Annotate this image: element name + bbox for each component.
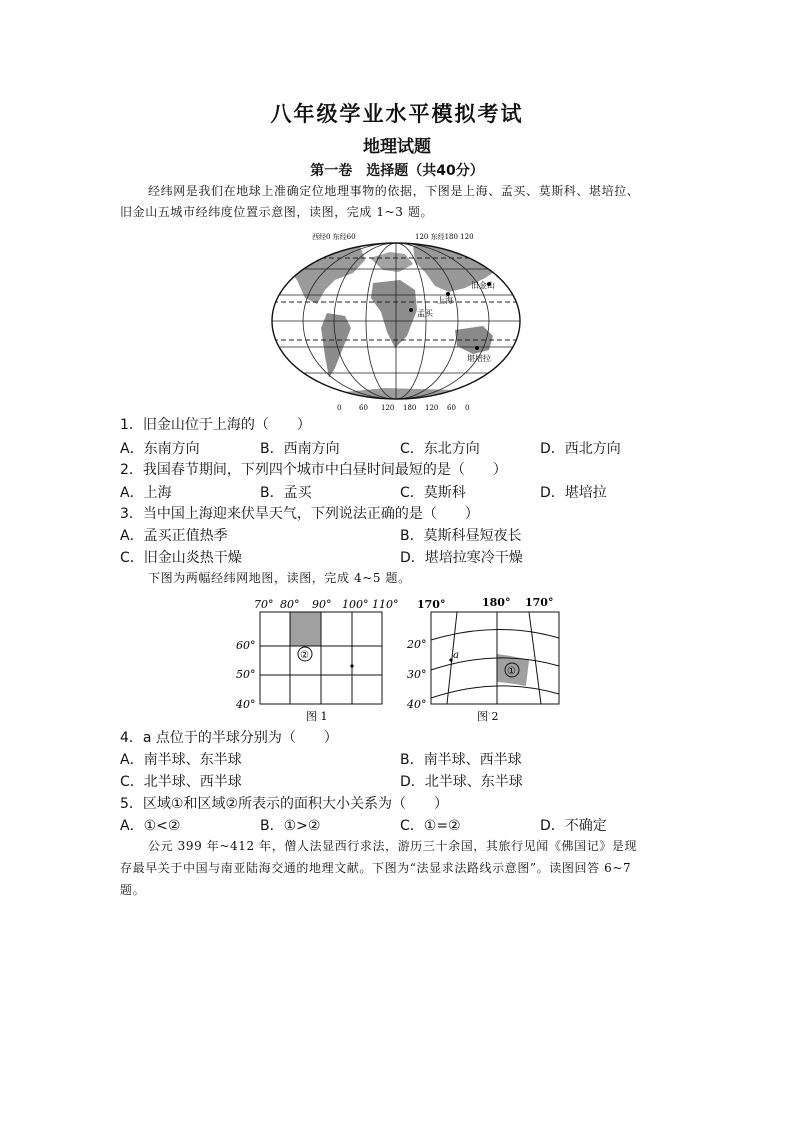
figure-1-grid-map bbox=[232, 594, 402, 724]
city-label-shanghai: 上海 bbox=[437, 296, 453, 305]
fig1-lon-label: 90° bbox=[312, 598, 332, 611]
city-label-mumbai: 孟买 bbox=[417, 309, 433, 318]
world-graticule-map bbox=[265, 228, 527, 414]
figure-2-polar-grid-map bbox=[405, 590, 565, 724]
option: D．北半球、东半球 bbox=[400, 774, 523, 790]
option: B．莫斯科昼短夜长 bbox=[400, 528, 522, 544]
intro-line: 下图为两幅经纬网地图，读图，完成 4~5 题。 bbox=[148, 571, 411, 585]
map-bottom-tick: 60 bbox=[447, 404, 456, 412]
section-heading: 第一卷 选择题（共40分） bbox=[310, 163, 484, 179]
option: D．不确定 bbox=[540, 818, 607, 834]
region-2-label: ② bbox=[300, 650, 309, 661]
question-stem: 5．区域①和区域②所表示的面积大小关系为（ ） bbox=[120, 796, 449, 812]
option: A．①<② bbox=[120, 818, 181, 834]
option: C．①=② bbox=[400, 818, 461, 834]
map-bottom-tick: 0 bbox=[465, 404, 470, 412]
fig2-lat-label: 30° bbox=[407, 668, 427, 681]
option: C．旧金山炎热干燥 bbox=[120, 550, 242, 566]
option: D．堪培拉寒冷干燥 bbox=[400, 550, 523, 566]
fig2-lat-label: 20° bbox=[407, 638, 427, 651]
point-a-label: a bbox=[453, 650, 459, 661]
intro-line: 经纬网是我们在地球上准确定位地理事物的依据，下图是上海、孟买、莫斯科、堪培拉、 bbox=[148, 184, 640, 198]
paper-subtitle: 地理试题 bbox=[363, 137, 431, 157]
option: C．莫斯科 bbox=[400, 485, 466, 501]
city-label-san-francisco: 旧金山 bbox=[471, 281, 495, 290]
option: B．孟买 bbox=[260, 485, 312, 501]
fig2-caption: 图 2 bbox=[477, 710, 499, 723]
fig1-lon-label: 70° bbox=[254, 598, 274, 611]
fig2-lon-label: 170° bbox=[525, 596, 554, 609]
region-2-shading bbox=[290, 612, 321, 646]
fig1-lat-label: 50° bbox=[236, 668, 256, 681]
map-bottom-tick: 120 bbox=[381, 404, 395, 412]
question-stem: 2．我国春节期间，下列四个城市中白昼时间最短的是（ ） bbox=[120, 462, 507, 478]
map-bottom-tick: 180 bbox=[403, 404, 417, 412]
option: A．东南方向 bbox=[120, 441, 200, 457]
fig2-lat-label: 40° bbox=[407, 698, 427, 711]
fig1-lon-label: 80° bbox=[280, 598, 300, 611]
option: C．东北方向 bbox=[400, 441, 480, 457]
question-stem: 4．a 点位于的半球分别为（ ） bbox=[120, 730, 338, 746]
map-bottom-tick: 0 bbox=[337, 404, 342, 412]
fig1-caption: 图 1 bbox=[306, 710, 328, 723]
option: A．上海 bbox=[120, 485, 172, 501]
intro-line: 旧金山五城市经纬度位置示意图，读图，完成 1~3 题。 bbox=[120, 205, 434, 219]
map-bottom-tick: 60 bbox=[359, 404, 368, 412]
intro-line: 存最早关于中国与南亚陆海交通的地理文献。下图为“法显求法路线示意图”。读图回答 6~7 bbox=[120, 861, 632, 875]
option: B．南半球、西半球 bbox=[400, 752, 522, 768]
option: D．堪培拉 bbox=[540, 485, 607, 501]
question-stem: 1．旧金山位于上海的（ ） bbox=[120, 417, 311, 433]
option: B．①>② bbox=[260, 818, 321, 834]
fig1-lon-label: 110° bbox=[372, 598, 399, 611]
region-1-label: ① bbox=[507, 666, 516, 677]
city-label-canberra: 堪培拉 bbox=[467, 354, 491, 363]
question-stem: 3．当中国上海迎来伏旱天气，下列说法正确的是（ ） bbox=[120, 506, 479, 522]
map-bottom-tick: 120 bbox=[425, 404, 439, 412]
map-top-scale-mid: 120 东经180 120 bbox=[415, 233, 474, 241]
option: A．南半球、东半球 bbox=[120, 752, 242, 768]
option: B．西南方向 bbox=[260, 441, 340, 457]
fig1-lat-label: 40° bbox=[236, 698, 256, 711]
fig2-lon-label: 170° bbox=[417, 598, 446, 611]
fig2-lon-label: 180° bbox=[482, 596, 511, 609]
exam-title: 八年级学业水平模拟考试 bbox=[270, 102, 524, 126]
intro-line: 公元 399 年~412 年，僧人法显西行求法，游历三十余国，其旅行见闻《佛国记》是现 bbox=[148, 839, 638, 853]
option: A．孟买正值热季 bbox=[120, 528, 228, 544]
intro-line: 题。 bbox=[120, 883, 146, 897]
fig1-lon-label: 100° bbox=[342, 598, 369, 611]
map-top-scale-left: 西经0 东经60 bbox=[312, 233, 356, 241]
fig1-lat-label: 60° bbox=[236, 639, 256, 652]
option: C．北半球、西半球 bbox=[120, 774, 242, 790]
option: D．西北方向 bbox=[540, 441, 621, 457]
